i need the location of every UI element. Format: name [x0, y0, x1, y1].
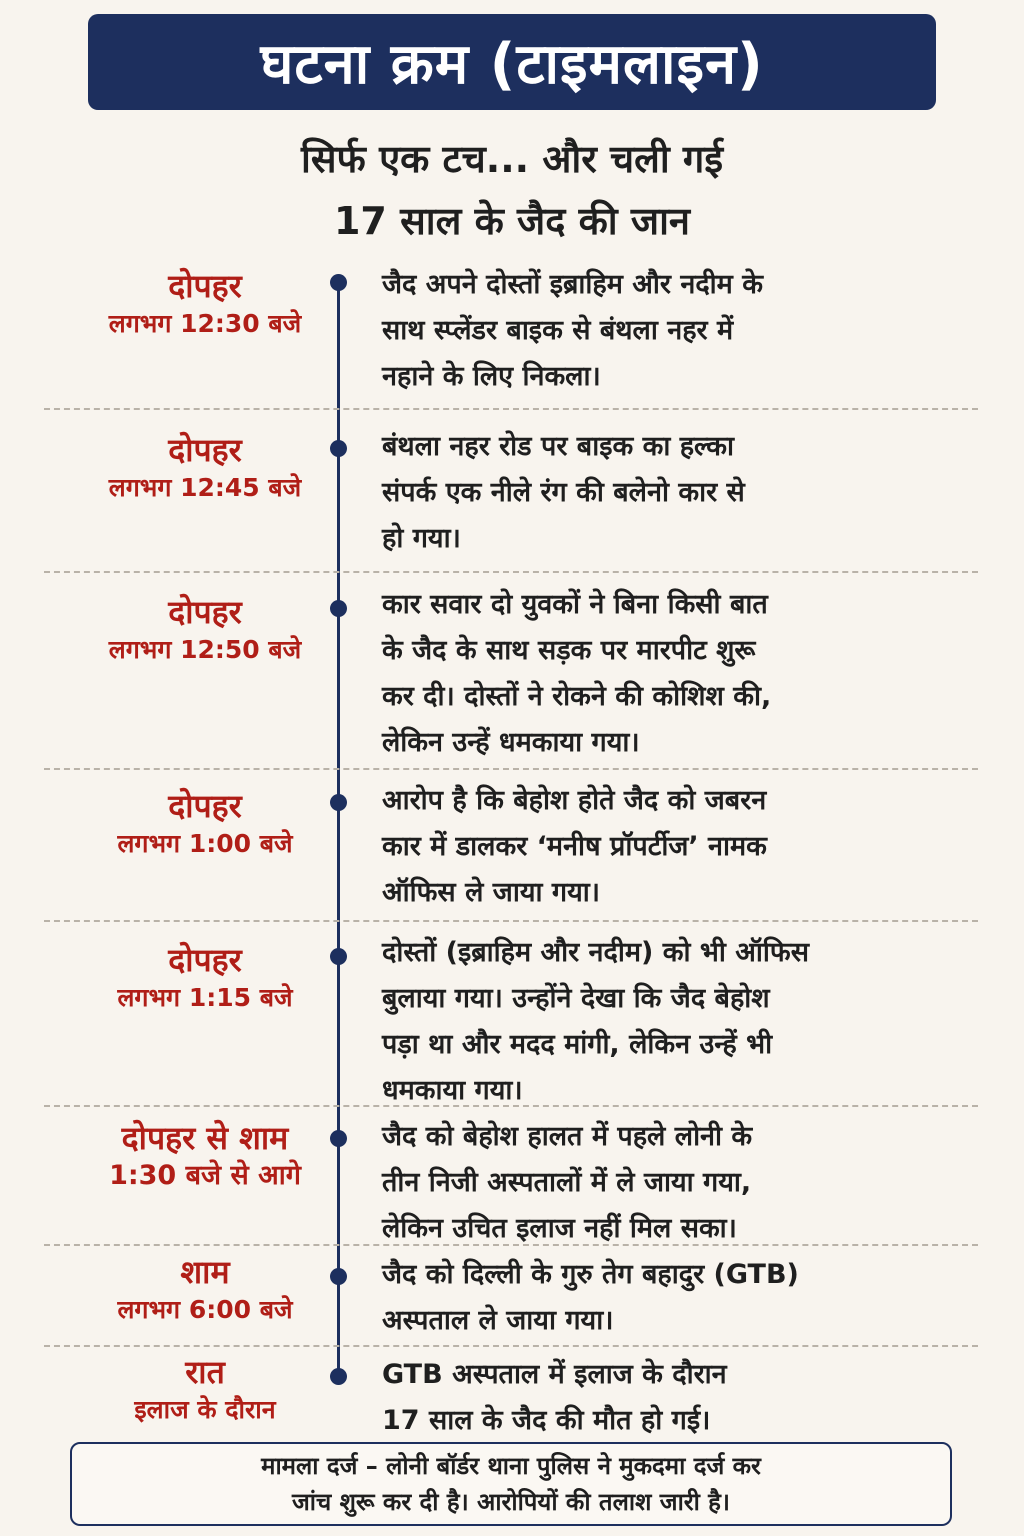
- event-desc-line: धमकाया गया।: [382, 1075, 523, 1106]
- event-desc-line: लेकिन उचित इलाज नहीं मिल सका।: [382, 1213, 737, 1244]
- page-title: घटना क्रम (टाइमलाइन): [260, 32, 764, 97]
- event-clock: लगभग 12:45 बजे: [108, 473, 302, 502]
- divider: [44, 1345, 978, 1347]
- event-desc-line: GTB अस्पताल में इलाज के दौरान: [382, 1359, 727, 1390]
- divider: [44, 920, 978, 922]
- event-description: [382, 582, 1002, 766]
- event-desc-line: पड़ा था और मदद मांगी, लेकिन उन्हें भी: [382, 1029, 773, 1060]
- event-desc-line: बंथला नहर रोड पर बाइक का हल्का: [382, 431, 734, 462]
- event-desc-line: जैद अपने दोस्तों इब्राहिम और नदीम के: [382, 269, 763, 300]
- event-period: दोपहर: [168, 267, 242, 305]
- timeline-dot: [330, 600, 347, 617]
- event-time-block: [40, 1352, 370, 1428]
- event-period: दोपहर: [168, 787, 242, 825]
- event-clock: 1:30 बजे से आगे: [109, 1160, 301, 1191]
- event-desc-line: जैद को दिल्ली के गुरु तेग बहादुर (GTB): [382, 1259, 799, 1290]
- event-description: [382, 1114, 1002, 1252]
- event-desc-line: तीन निजी अस्पतालों में ले जाया गया,: [382, 1167, 752, 1198]
- event-desc-line: दोस्तों (इब्राहिम और नदीम) को भी ऑफिस: [382, 937, 809, 968]
- event-time-block: [40, 266, 370, 342]
- event-clock: लगभग 1:00 बजे: [117, 829, 293, 858]
- subtitle-line-1: सिर्फ एक टच... और चली गई: [301, 137, 723, 181]
- event-clock: लगभग 1:15 बजे: [117, 983, 293, 1012]
- event-clock: लगभग 12:30 बजे: [108, 309, 302, 338]
- divider: [44, 1244, 978, 1246]
- event-time-block: [40, 592, 370, 668]
- timeline-dot: [330, 440, 347, 457]
- event-desc-line: ऑफिस ले जाया गया।: [382, 877, 600, 908]
- event-desc-line: के जैद के साथ सड़क पर मारपीट शुरू: [382, 635, 756, 666]
- event-desc-line: आरोप है कि बेहोश होते जैद को जबरन: [382, 785, 767, 816]
- event-description: [382, 1352, 1002, 1444]
- timeline-dot: [330, 1268, 347, 1285]
- event-time-block: [40, 430, 370, 506]
- event-period: रात: [185, 1353, 225, 1391]
- timeline-dot: [330, 274, 347, 291]
- footer-line-2: जांच शुरू कर दी है। आरोपियों की तलाश जारी है।: [291, 1488, 731, 1516]
- event-time-block: [40, 1252, 370, 1328]
- event-period: दोपहर: [168, 941, 242, 979]
- timeline-dot: [330, 1368, 347, 1385]
- timeline-dot: [330, 948, 347, 965]
- event-description: [382, 424, 1002, 562]
- event-desc-line: कर दी। दोस्तों ने रोकने की कोशिश की,: [382, 681, 772, 712]
- event-desc-line: अस्पताल ले जाया गया।: [382, 1305, 614, 1336]
- event-description: [382, 930, 1002, 1114]
- divider: [44, 1105, 978, 1107]
- case-status-box: [70, 1442, 952, 1526]
- divider: [44, 408, 978, 410]
- title-banner: [88, 14, 936, 110]
- event-desc-line: बुलाया गया। उन्होंने देखा कि जैद बेहोश: [382, 983, 770, 1014]
- event-desc-line: नहाने के लिए निकला।: [382, 361, 601, 392]
- event-time-block: [40, 940, 370, 1016]
- event-time-block: [40, 1118, 370, 1194]
- event-period: दोपहर से शाम: [121, 1119, 289, 1157]
- event-time-block: [40, 786, 370, 862]
- divider: [44, 571, 978, 573]
- event-desc-line: साथ स्प्लेंडर बाइक से बंथला नहर में: [382, 315, 734, 346]
- event-period: दोपहर: [168, 593, 242, 631]
- timeline-dot: [330, 1130, 347, 1147]
- event-desc-line: 17 साल के जैद की मौत हो गई।: [382, 1405, 711, 1436]
- event-desc-line: जैद को बेहोश हालत में पहले लोनी के: [382, 1121, 753, 1152]
- event-description: [382, 1252, 1002, 1344]
- event-period: दोपहर: [168, 431, 242, 469]
- footer-line-1: मामला दर्ज – लोनी बॉर्डर थाना पुलिस ने मुकदमा दर्ज कर: [261, 1452, 761, 1480]
- event-description: [382, 262, 1002, 400]
- event-period: शाम: [180, 1253, 230, 1291]
- event-desc-line: लेकिन उन्हें धमकाया गया।: [382, 727, 640, 758]
- subtitle-line-2: 17 साल के जैद की जान: [333, 199, 691, 243]
- timeline-dot: [330, 794, 347, 811]
- event-desc-line: हो गया।: [382, 523, 461, 554]
- event-description: [382, 778, 1002, 916]
- divider: [44, 768, 978, 770]
- event-clock: लगभग 12:50 बजे: [108, 635, 302, 664]
- event-desc-line: कार सवार दो युवकों ने बिना किसी बात: [382, 589, 768, 620]
- event-clock: लगभग 6:00 बजे: [117, 1295, 293, 1324]
- event-desc-line: संपर्क एक नीले रंग की बलेनो कार से: [382, 477, 745, 508]
- event-clock: इलाज के दौरान: [134, 1395, 276, 1424]
- event-desc-line: कार में डालकर ‘मनीष प्रॉपर्टीज’ नामक: [382, 831, 767, 862]
